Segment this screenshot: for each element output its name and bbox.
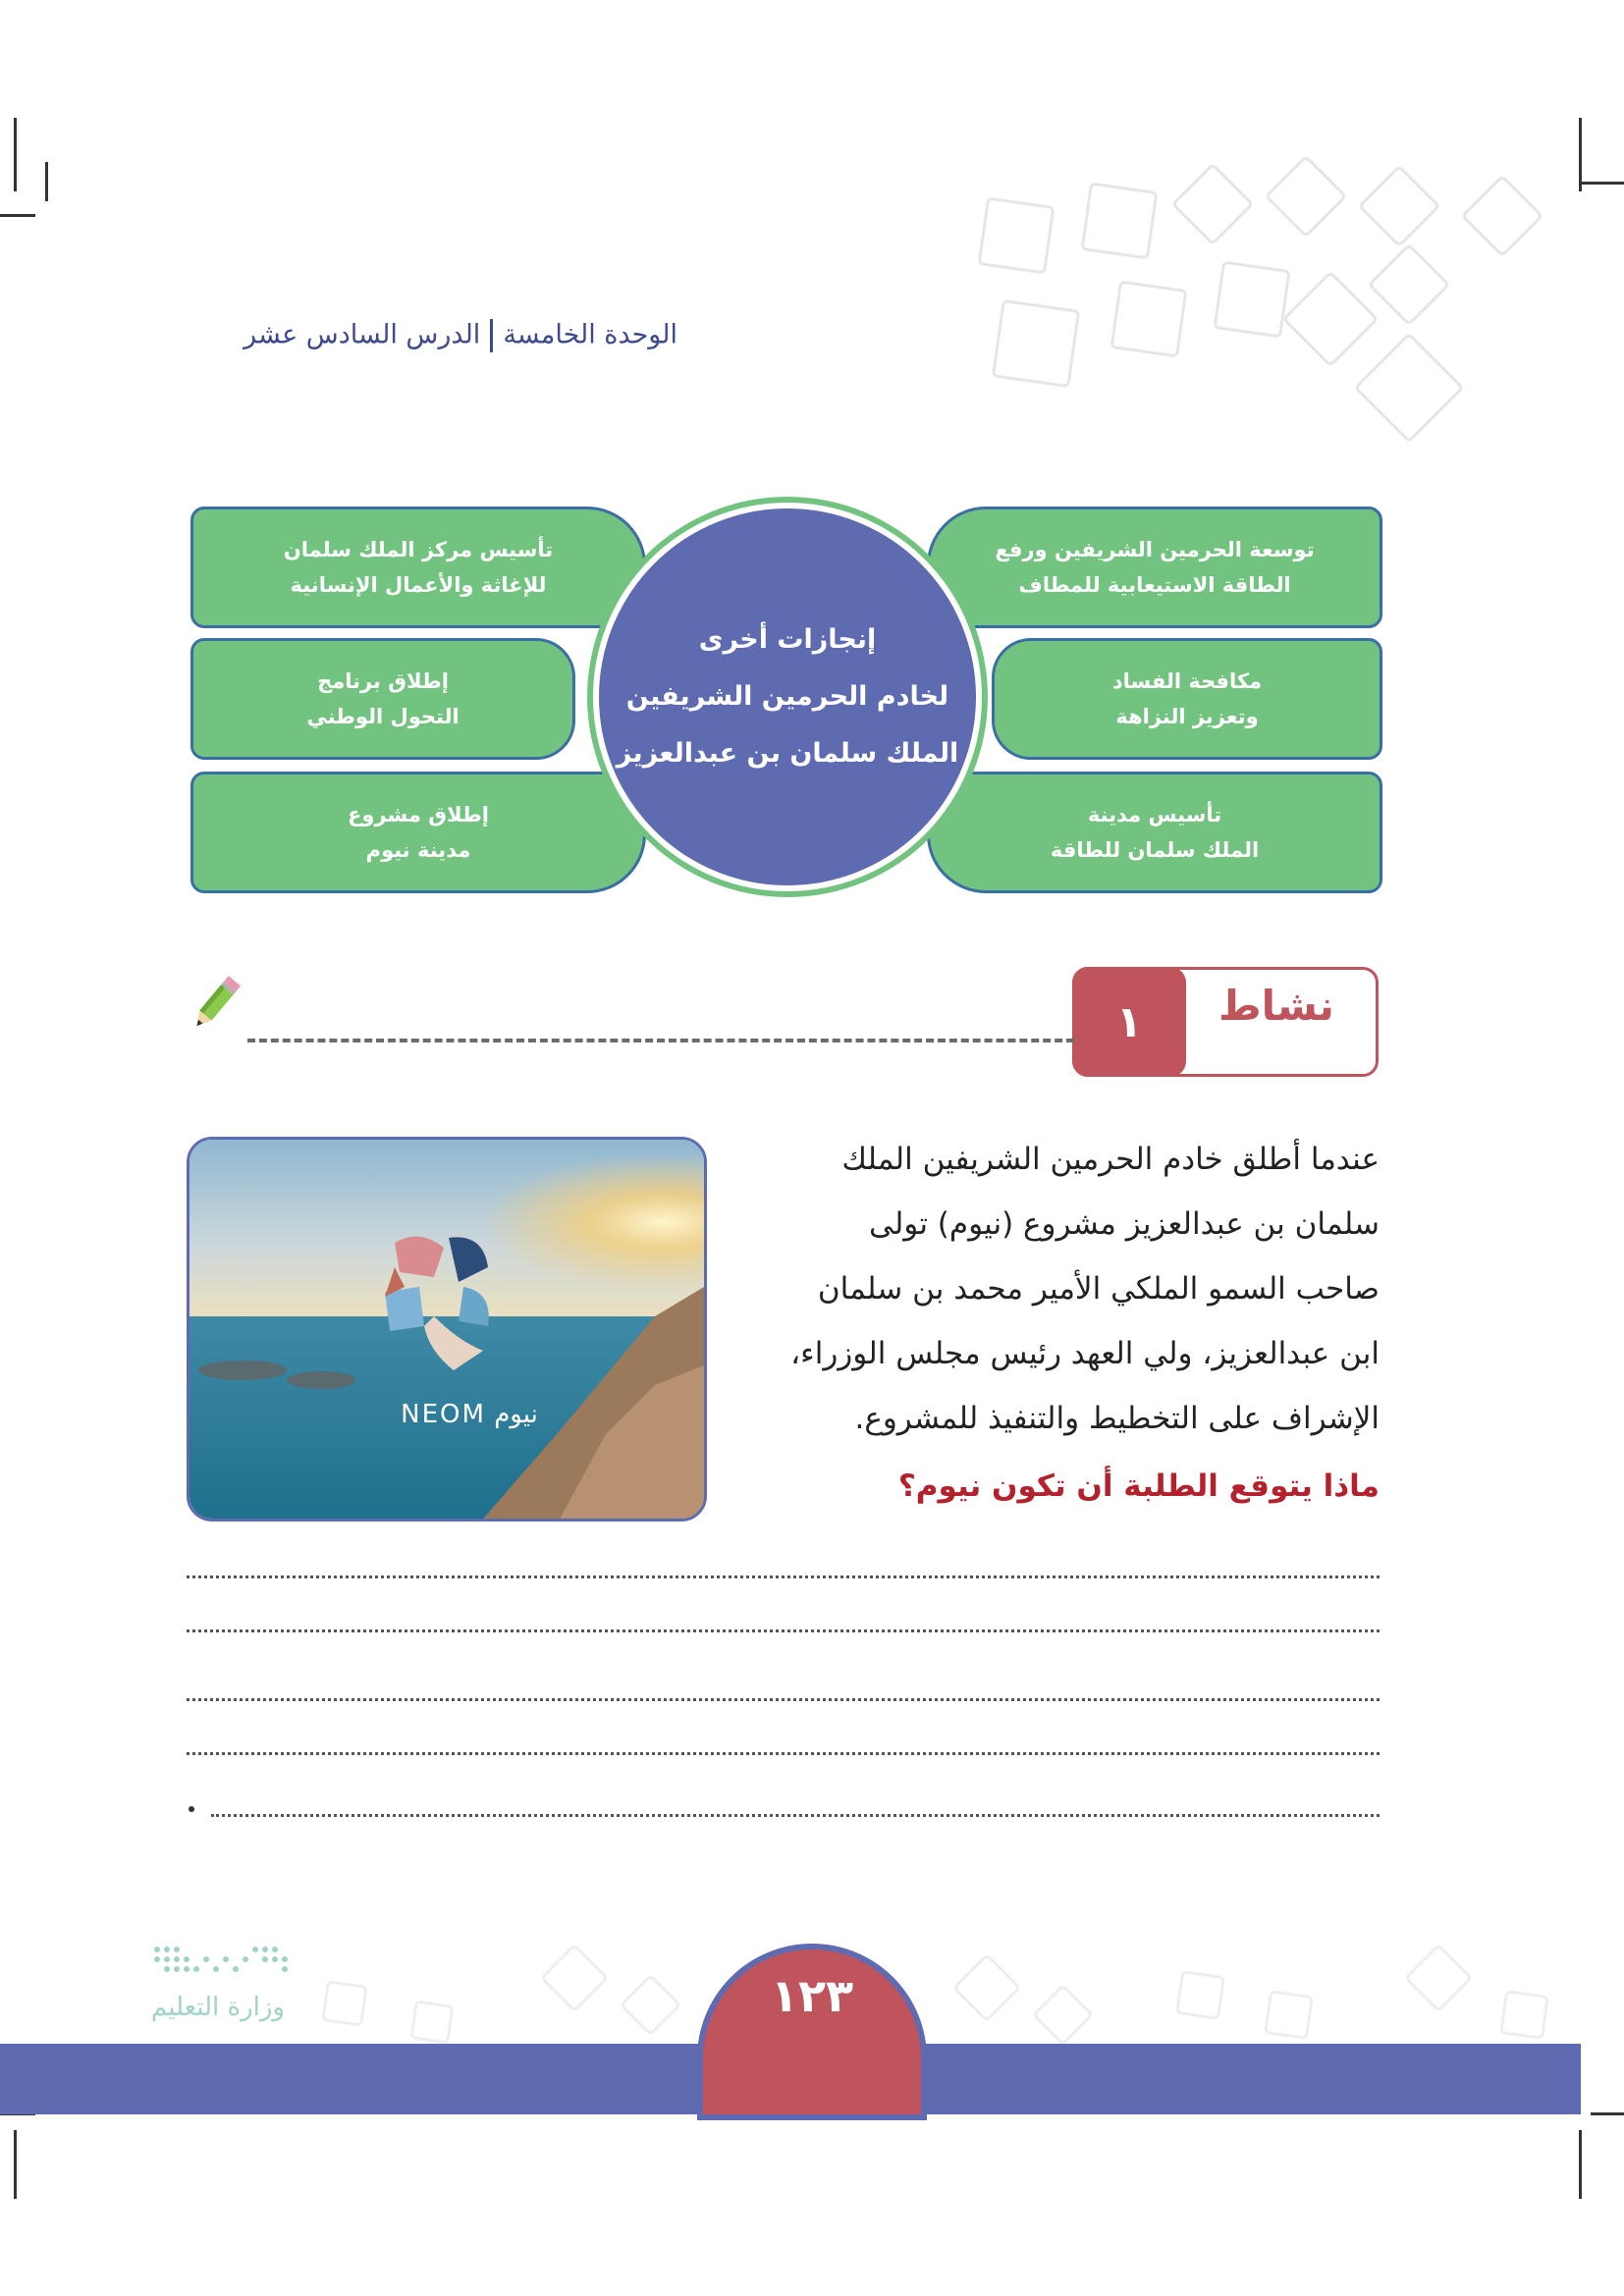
answer-line[interactable] bbox=[187, 1752, 1380, 1755]
ministry-logo-dots-icon bbox=[147, 1942, 304, 1989]
decorative-square bbox=[1171, 163, 1255, 246]
achievement-expansion-haramain bbox=[927, 507, 1382, 628]
decorative-square bbox=[1499, 1990, 1549, 2040]
paragraph-line: صاحب السمو الملكي الأمير محمد بن سلمان bbox=[817, 1271, 1380, 1307]
crop-mark bbox=[1591, 2112, 1624, 2115]
paragraph-line: سلمان بن عبدالعزيز مشروع (نيوم) تولى bbox=[869, 1206, 1380, 1242]
decorative-square bbox=[952, 1953, 1022, 2023]
neom-logo-text-en: NEOM bbox=[401, 1400, 486, 1429]
decorative-square bbox=[1032, 1984, 1095, 2047]
neom-logo-text bbox=[376, 1400, 563, 1429]
achievement-line: إطلاق مشروع bbox=[348, 803, 489, 827]
achievement-line: إطلاق برنامج bbox=[317, 669, 449, 693]
crop-mark bbox=[45, 162, 48, 201]
answer-line[interactable] bbox=[211, 1814, 1380, 1817]
decorative-square bbox=[1175, 1970, 1225, 2020]
activity-dashed-line bbox=[247, 1039, 1074, 1042]
achievement-line: تأسيس مدينة bbox=[1087, 803, 1222, 827]
crop-mark bbox=[0, 214, 35, 217]
answer-line[interactable] bbox=[187, 1698, 1380, 1701]
achievement-king-salman-energy-city bbox=[927, 772, 1382, 893]
achievement-neom-project bbox=[190, 772, 646, 893]
decorative-square bbox=[321, 1980, 367, 2026]
answer-line-dot bbox=[189, 1806, 194, 1812]
decorative-square bbox=[1282, 271, 1380, 368]
center-line: إنجازات أخرى bbox=[698, 624, 877, 655]
paragraph-line: ابن عبدالعزيز، ولي العهد رئيس مجلس الوزراء، bbox=[790, 1336, 1380, 1371]
decorative-square bbox=[1110, 280, 1187, 357]
achievement-ksrelief bbox=[190, 507, 646, 628]
achievement-line: مدينة نيوم bbox=[365, 838, 471, 862]
decorative-square bbox=[1353, 332, 1464, 443]
answer-line[interactable] bbox=[187, 1629, 1380, 1632]
center-line: الملك سلمان بن عبدالعزيز bbox=[616, 738, 959, 769]
decorative-square bbox=[540, 1944, 610, 2013]
activity-question: ماذا يتوقع الطلبة أن تكون نيوم؟ bbox=[897, 1468, 1380, 1504]
decorative-square bbox=[1404, 1944, 1474, 2013]
center-line: لخادم الحرمين الشريفين bbox=[625, 681, 949, 712]
pencil-icon bbox=[183, 972, 247, 1037]
decorative-square bbox=[620, 1974, 682, 2037]
lesson-title: الدرس السادس عشر bbox=[244, 319, 481, 350]
header-separator bbox=[490, 319, 493, 352]
decorative-square bbox=[977, 196, 1055, 274]
achievement-line: التحول الوطني bbox=[306, 705, 460, 728]
achievement-line: تأسيس مركز الملك سلمان bbox=[283, 538, 554, 561]
decorative-square bbox=[409, 2000, 454, 2044]
neom-landscape-image bbox=[187, 1140, 704, 1522]
paragraph-line: الإشراف على التخطيط والتنفيذ للمشروع. bbox=[854, 1401, 1380, 1436]
achievement-line: مكافحة الفساد bbox=[1111, 669, 1263, 693]
decorative-square bbox=[1368, 243, 1451, 327]
decorative-square bbox=[1358, 165, 1441, 248]
crop-mark bbox=[14, 118, 17, 191]
paragraph-line: عندما أطلق خادم الحرمين الشريفين الملك bbox=[841, 1142, 1380, 1177]
crop-mark bbox=[1581, 182, 1624, 185]
decorative-square bbox=[1080, 182, 1158, 259]
crop-mark bbox=[1579, 2130, 1582, 2199]
crop-mark bbox=[14, 2130, 17, 2199]
page-number: ١٢٣ bbox=[770, 1969, 854, 2022]
neom-photo bbox=[187, 1137, 707, 1522]
decorative-square bbox=[1461, 175, 1544, 258]
achievement-line: وتعزيز النزاهة bbox=[1115, 705, 1259, 728]
activity-paragraph bbox=[761, 1127, 1380, 1451]
decorative-square bbox=[1213, 260, 1290, 338]
center-title-circle bbox=[593, 503, 982, 891]
unit-title: الوحدة الخامسة bbox=[503, 319, 677, 350]
achievement-line: الطاقة الاستيعابية للمطاف bbox=[1018, 573, 1291, 597]
achievement-line: توسعة الحرمين الشريفين ورفع bbox=[995, 538, 1315, 561]
neom-logo-text-ar: نيوم bbox=[494, 1400, 538, 1429]
page-header bbox=[187, 319, 677, 352]
crop-mark bbox=[1579, 118, 1582, 191]
activity-number: ١ bbox=[1072, 967, 1186, 1077]
achievement-line: الملك سلمان للطاقة bbox=[1050, 838, 1260, 862]
decorative-square bbox=[1265, 155, 1348, 239]
achievement-national-transformation bbox=[190, 638, 575, 760]
answer-line[interactable] bbox=[187, 1575, 1380, 1578]
activity-label: نشاط bbox=[1218, 982, 1334, 1030]
decorative-square bbox=[1264, 1990, 1314, 2040]
achievement-line: للإغاثة والأعمال الإنسانية bbox=[290, 573, 547, 597]
decorative-square bbox=[992, 299, 1080, 388]
ministry-name: وزارة التعليم bbox=[150, 1993, 285, 2022]
achievement-anti-corruption bbox=[992, 638, 1382, 760]
